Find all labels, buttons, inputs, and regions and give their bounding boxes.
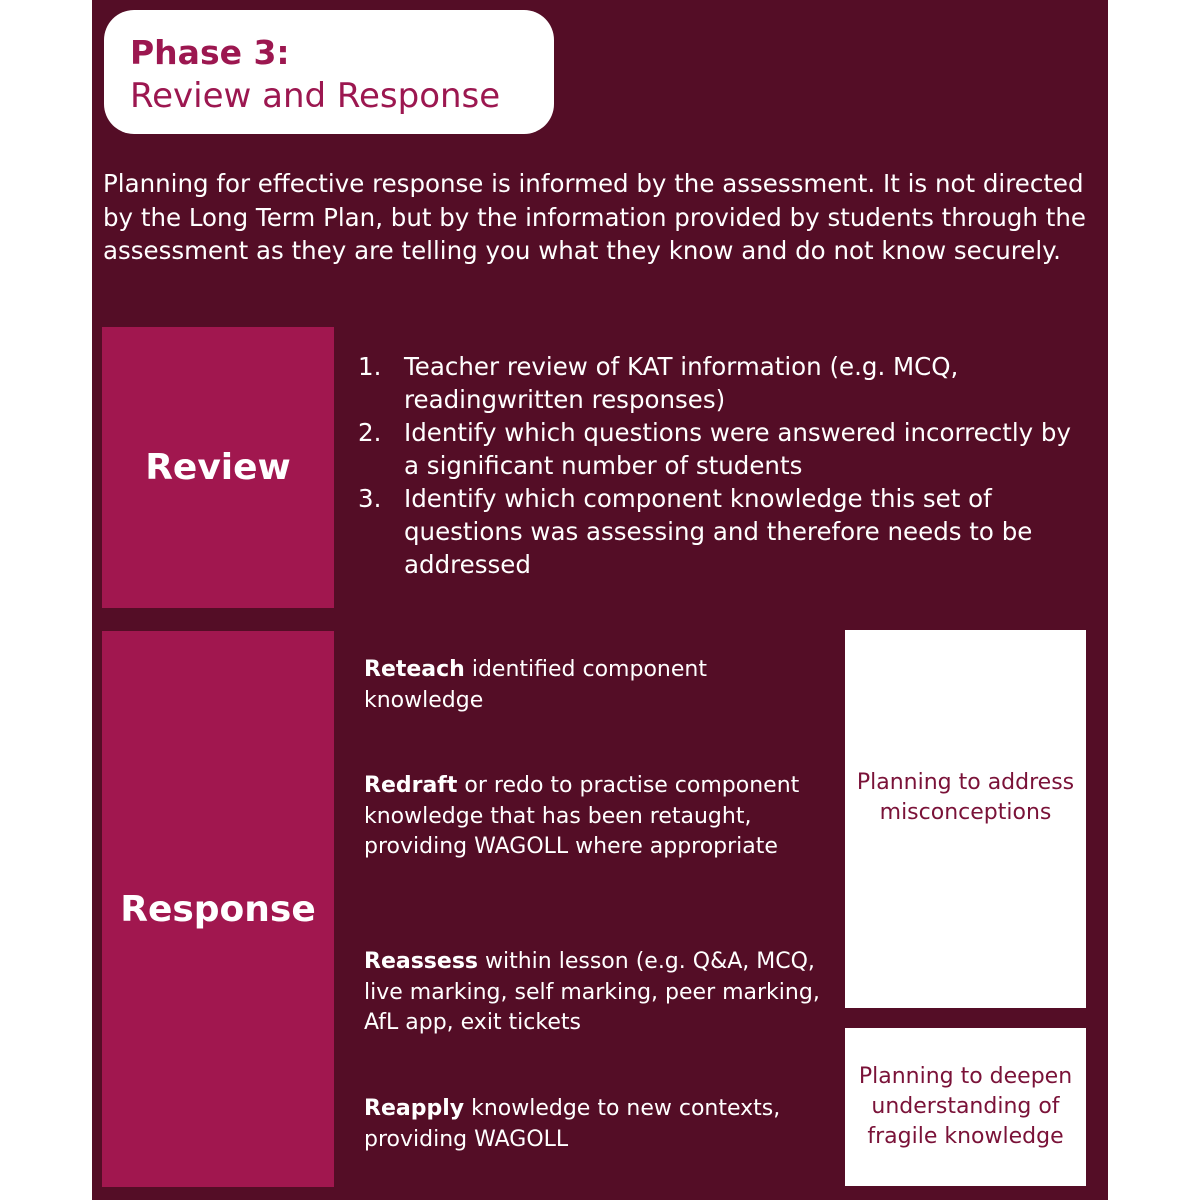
review-label-box <box>102 327 334 608</box>
phase-3-page <box>92 0 1108 1200</box>
response-text: identified component knowledge <box>364 657 707 713</box>
review-step-number: 2. <box>358 418 382 447</box>
title-card <box>104 10 554 134</box>
phase-subtitle: Review and Response <box>130 76 501 116</box>
planning-text: Planning to address misconceptions <box>856 770 1075 825</box>
response-keyword: Reapply <box>364 1096 465 1121</box>
response-text: knowledge to new contexts, providing WAGOLL <box>364 1096 781 1152</box>
response-label: Response <box>120 888 316 930</box>
review-step-number: 1. <box>358 352 382 381</box>
phase-heading: Phase 3: <box>130 33 290 72</box>
review-step <box>358 416 1078 482</box>
response-item-redraft <box>364 771 832 863</box>
review-step-text: Identify which questions were answered incorrectly by a significant number of students <box>404 418 1071 480</box>
review-step-text: Identify which component knowledge this set of questions was assessing and therefore needs to be addressed <box>404 484 1033 579</box>
response-text: or redo to practise component knowledge that has been retaught, providing WAGOLL where appropriate <box>364 773 800 859</box>
planning-fragile-knowledge-box <box>845 1028 1086 1186</box>
response-text: within lesson (e.g. Q&A, MCQ, live marking, self marking, peer marking, AfL app, exit tickets <box>364 949 820 1035</box>
review-label: Review <box>145 447 291 488</box>
review-step-text: Teacher review of KAT information (e.g. MCQ, readingwritten responses) <box>404 352 959 414</box>
response-keyword: Redraft <box>364 773 458 798</box>
intro-paragraph: Planning for effective response is informed by the assessment. It is not directed by the Long Term Plan, but by the information provided by students through the assessment as they are telling you what they know and do not know securely. <box>103 169 1086 265</box>
response-item-reteach <box>364 655 832 716</box>
review-step-number: 3. <box>358 484 382 513</box>
review-step <box>358 482 1078 581</box>
planning-misconceptions-box <box>845 630 1086 1008</box>
response-item-reassess <box>364 947 832 1039</box>
planning-text: Planning to deepen understanding of fragile knowledge <box>858 1064 1073 1149</box>
response-label-box <box>102 631 334 1187</box>
response-item-reapply <box>364 1094 832 1155</box>
review-steps-list <box>358 350 1078 581</box>
response-keyword: Reassess <box>364 949 479 974</box>
response-keyword: Reteach <box>364 657 465 682</box>
review-step <box>358 350 1078 416</box>
